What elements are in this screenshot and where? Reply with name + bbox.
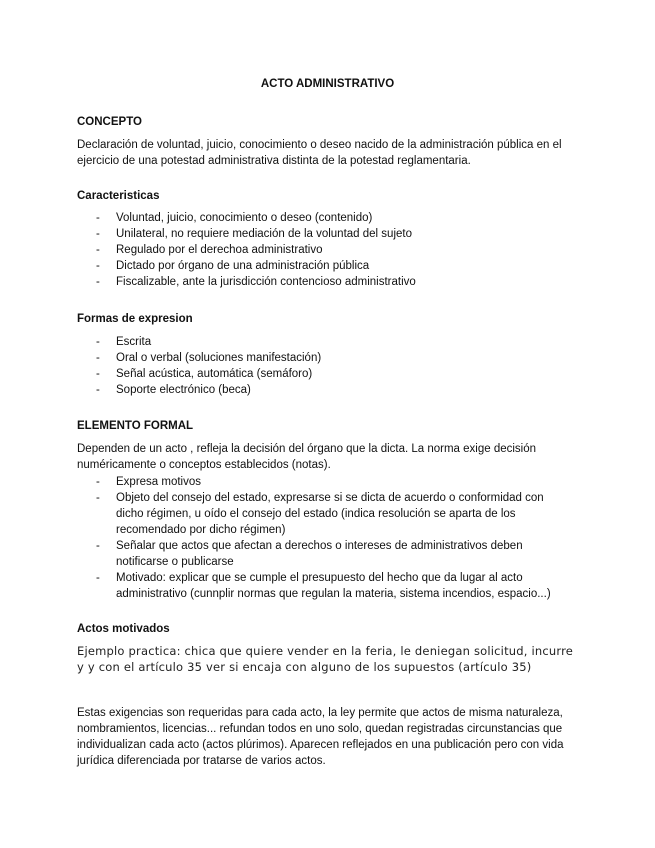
list-item: - Oral o verbal (soluciones manifestación): [96, 352, 322, 364]
list-item: - Voluntad, juicio, conocimiento o deseo (contenido): [96, 212, 373, 224]
concepto-text: Declaración de voluntad, juicio, conocimiento o deseo nacido de la administración pública en el ejercicio de una potestad administrativa distinta de la potestad reglamentaria.: [77, 139, 562, 167]
actos-motivados-text: Estas exigencias son requeridas para cada acto, la ley permite que actos de misma naturaleza, nombramientos, licencias... refundan todos en uno solo, quedan registradas circunstancias que individualizan cada acto (actos plúrimos). Aparecen reflejados en una publicación pero con vida jurídica diferenciada por tratarse de varios actos.: [77, 707, 564, 767]
list-item: - Motivado: explicar que se cumple el presupuesto del hecho que da lugar al acto administrativo (cunnplir normas que regulan la materia, sistema incendios, espacio...): [96, 572, 551, 600]
list-item: - Soporte electrónico (beca): [96, 384, 251, 396]
list-item: - Escrita: [96, 336, 152, 348]
elemento-formal-heading: ELEMENTO FORMAL: [77, 420, 194, 432]
list-item: - Dictado por órgano de una administración pública: [96, 260, 370, 272]
example-note: Ejemplo practica: chica que quiere vender en la feria, le deniegan solicitud, incurre y y con el artículo 35 ver si encaja con alguno de los supuestos (artículo 35): [77, 644, 574, 674]
list-item: - Objeto del consejo del estado, expresarse si se dicta de acuerdo o conformidad con dicho régimen, u oído el consejo del estado (indica resolución se aparta de los recomendado por dicho régimen): [96, 492, 544, 536]
list-item: - Señalar que actos que afectan a derechos o intereses de administrativos deben notificarse o publicarse: [96, 540, 523, 568]
elemento-formal-text: Dependen de un acto , refleja la decisión del órgano que la dicta. La norma exige decisión numéricamente o conceptos establecidos (notas).: [77, 443, 537, 471]
formas-list: [77, 334, 567, 398]
actos-motivados-heading: Actos motivados: [77, 623, 170, 635]
list-item: - Unilateral, no requiere mediación de la voluntad del sujeto: [96, 228, 412, 240]
caracteristicas-heading: Caracteristicas: [77, 190, 160, 202]
caracteristicas-list: [77, 210, 567, 290]
list-item: - Regulado por el derechoa administrativo: [96, 244, 323, 256]
list-item: - Señal acústica, automática (semáforo): [96, 368, 313, 380]
concepto-heading: CONCEPTO: [77, 116, 142, 128]
document-title: ACTO ADMINISTRATIVO: [260, 78, 395, 90]
formas-heading: Formas de expresion: [77, 313, 193, 325]
list-item: - Fiscalizable, ante la jurisdicción contencioso administrativo: [96, 276, 416, 288]
elemento-formal-list: [77, 474, 567, 602]
list-item: - Expresa motivos: [96, 476, 202, 488]
